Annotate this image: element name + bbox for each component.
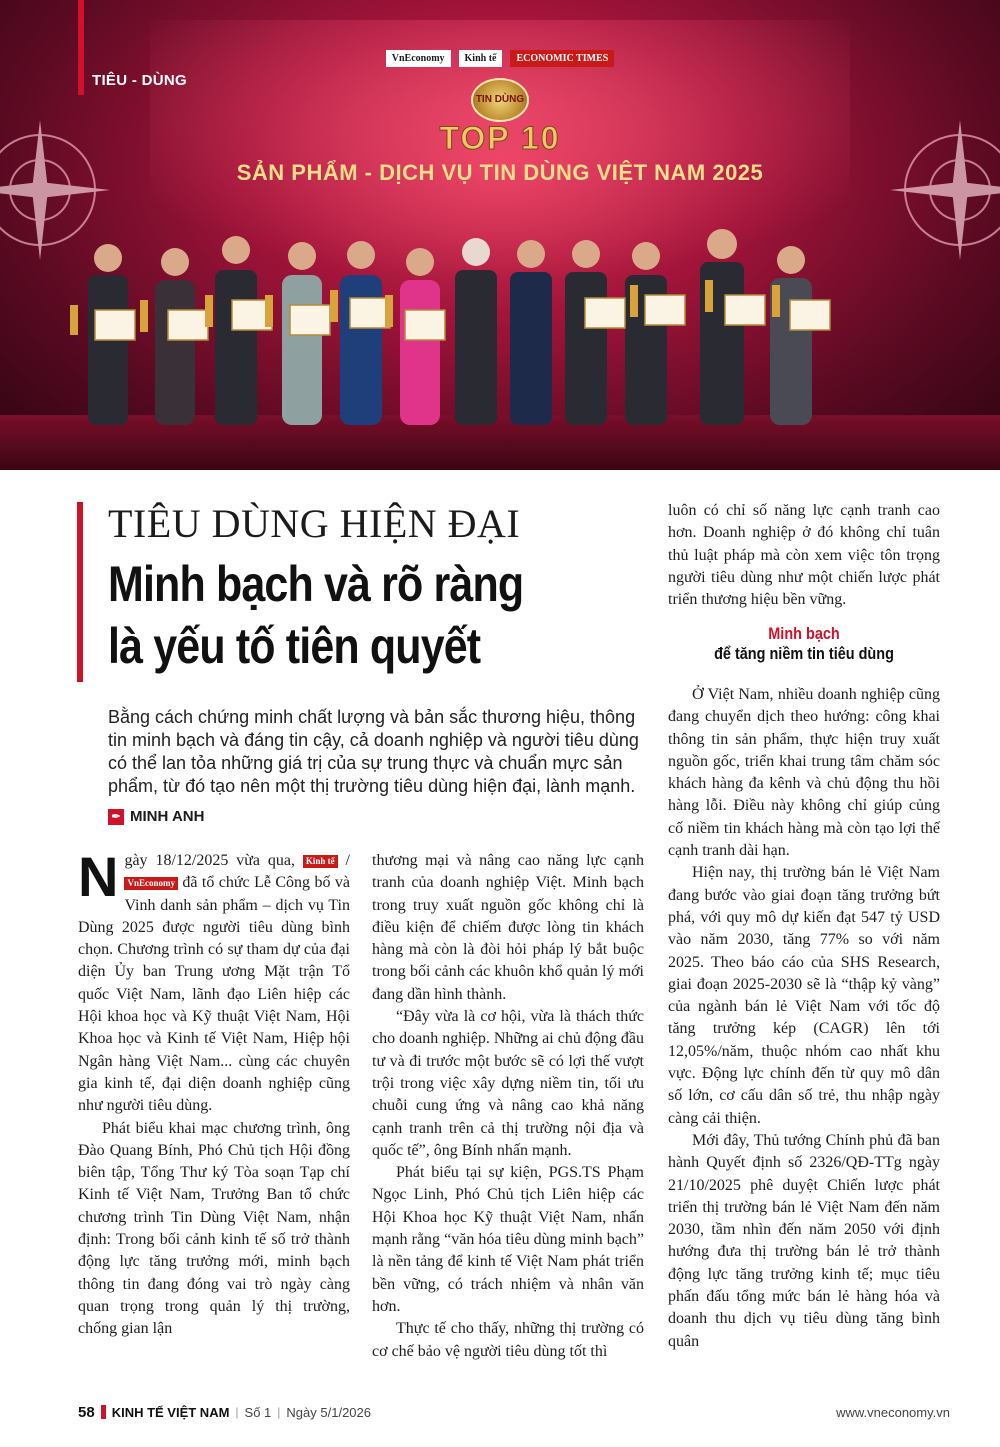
- issue-date: Ngày 5/1/2026: [286, 1404, 371, 1420]
- paragraph-1: Ngày 18/12/2025 vừa qua, Kinh tế / VnEconomy đã tổ chức Lễ Công bố và Vinh danh sản phẩm – dịch vụ Tin Dùng 2025 được người tiêu dùng bình chọn. Chương trình có sự tham dự của đại diện Ủy ban Trung ương Mặt trận Tổ quốc Việt Nam, lãnh đạo Liên hiệp các Hội khoa học và Kỹ thuật Việt Nam, Hội Khoa học và Kinh tế Việt Nam, Hiệp hội Ngân hàng Việt Nam... cùng các chuyên gia kinh tế, đại diện doanh nghiệp cũng như người tiêu dùng.: [78, 845, 350, 1115]
- byline: [108, 808, 204, 825]
- paragraph-9: Hiện nay, thị trường bán lẻ Việt Nam đang bước vào giai đoạn tăng trưởng bứt phá, với quy mô dự kiến đạt 547 tỷ USD vào năm 2030, tăng 77% so với năm 2025. Theo báo cáo của SHS Research, giai đoạn 2025-2030 sẽ là “thập kỷ vàng” của ngành bán lẻ Việt Nam với tốc độ tăng trưởng kép (CAGR) lên tới 12,05%/năm, thuộc nhóm cao nhất khu vực. Động lực chính đến từ quy mô dân số lớn, cơ cấu dân số trẻ, thu nhập ngày càng cải thiện.: [668, 864, 940, 1127]
- drop-cap: N: [78, 845, 119, 908]
- economic-times-logo: ECONOMIC TIMES: [510, 50, 614, 67]
- paragraph-2: Phát biểu khai mạc chương trình, ông Đào Quang Bính, Phó Chủ tịch Hội đồng biên tập, Tổng Thư ký Tòa soạn Tạp chí Kinh tế Việt Nam, Trưởng Ban tổ chức chương trình Tin Dùng Việt Nam, nhận định: Trong bối cảnh kinh tế số trở thành động lực tăng trưởng mới, minh bạch thông tin đang đóng vai trò ngày càng quan trọng trong quản lý thị trường, chống gian lận: [78, 1119, 350, 1338]
- website-link[interactable]: www.vneconomy.vn: [836, 1404, 950, 1420]
- paragraph-4: “Đây vừa là cơ hội, vừa là thách thức cho doanh nghiệp. Những ai chủ động đầu tư và đi trước một bước sẽ có lợi thế vượt trội trong việc xây dựng niềm tin, tối ưu chuỗi cung ứng và nâng cao khả năng cạnh tranh trên cả thị trường nội địa và quốc tế”, ông Bính nhấn mạnh.: [372, 1008, 644, 1159]
- subheading-line-1: Minh bạch: [768, 624, 840, 643]
- hero-photo: [0, 0, 1000, 470]
- paragraph-5: Phát biểu tại sự kiện, PGS.TS Phạm Ngọc Linh, Phó Chủ tịch Liên hiệp các Hội Khoa học Kỹ thuật Việt Nam, nhấn mạnh rằng “văn hóa tiêu dùng minh bạch” là nền tảng để kinh tế Việt Nam phát triển bền vững, có trách nhiệm và nhân văn hơn.: [372, 1164, 644, 1315]
- paragraph-10: Mới đây, Thủ tướng Chính phủ đã ban hành Quyết định số 2326/QĐ-TTg ngày 21/10/2025 phê duyệt Chiến lược phát triển thị trường bán lẻ Việt Nam đến năm 2030, tầm nhìn đến năm 2050 với định hướng đưa thị trường bán lẻ trở thành động lực tăng trưởng kinh tế; mục tiêu phấn đấu tổng mức bán lẻ hàng hóa và doanh thu dịch vụ tiêu dùng tăng bình quân: [668, 1131, 940, 1350]
- paragraph-3: thương mại và nâng cao năng lực cạnh tranh của doanh nghiệp Việt. Minh bạch trong truy xuất nguồn gốc không chỉ là điều kiện để chiếm được lòng tin khách hàng mà còn là đòi hỏi pháp lý bắt buộc trong bối cảnh các khuôn khổ quản lý mới đang dần hình thành.: [372, 852, 644, 1003]
- vneconomy-logo: VnEconomy: [386, 50, 451, 67]
- author-name: MINH ANH: [130, 808, 205, 825]
- kinh-te-logo: Kinh tế: [459, 50, 503, 67]
- title-line-1: Minh bạch và rõ ràng: [108, 556, 524, 612]
- article-lede: Bằng cách chứng minh chất lượng và bản sắc thương hiệu, thông tin minh bạch và đáng tin cậy, cả doanh nghiệp và người tiêu dùng có thể lan tỏa những giá trị của sự trung thực và chuẩn mực sản phẩm, từ đó tạo nên một thị trường tiêu dùng hiện đại, lành mạnh.: [108, 707, 639, 796]
- paragraph-6: Thực tế cho thấy, những thị trường có cơ chế bảo vệ người tiêu dùng tốt thì: [372, 1320, 644, 1360]
- body-column-3-top: [668, 500, 940, 611]
- subheading: [668, 624, 940, 664]
- hero-illustration: [0, 0, 1000, 470]
- article-title: [108, 553, 641, 677]
- subheading-line-2: để tăng niềm tin tiêu dùng: [714, 644, 894, 663]
- footer-separator: |: [235, 1405, 239, 1419]
- kinh-te-inline-logo: Kinh tế: [303, 855, 338, 868]
- body-column-2: [372, 850, 644, 1363]
- title-line-2: là yếu tố tiên quyết: [108, 618, 481, 674]
- section-accent-bar: [78, 0, 84, 95]
- publication-name: KINH TẾ VIỆT NAM: [111, 1404, 230, 1420]
- headline-accent-bar: [77, 502, 83, 682]
- footer-separator: |: [277, 1405, 281, 1419]
- page-number: 58: [78, 1403, 95, 1421]
- pen-icon: ✒: [108, 809, 124, 825]
- stage-top10-title: TOP 10: [439, 120, 561, 156]
- stage-event-title: SẢN PHẨM - DỊCH VỤ TIN DÙNG VIỆT NAM 2025: [236, 160, 764, 185]
- tin-dung-seal: TIN DÙNG: [471, 78, 529, 122]
- section-label: TIÊU - DÙNG: [92, 72, 187, 89]
- body-column-3-bottom: [668, 684, 940, 1353]
- footer-accent-bar: [101, 1405, 106, 1419]
- article-kicker: TIÊU DÙNG HIỆN ĐẠI: [108, 501, 521, 546]
- stage-logos: [385, 47, 615, 69]
- paragraph-8: Ở Việt Nam, nhiều doanh nghiệp cũng đang chuyển dịch theo hướng: công khai thông tin sản phẩm, thực hiện truy xuất nguồn gốc, triển khai trung tâm chăm sóc khách hàng đa kênh và chủ động thu hồi hàng lỗi. Điều này không chỉ giúp củng cố niềm tin khách hàng mà còn tạo lợi thế cạnh tranh dài hạn.: [668, 686, 940, 860]
- page-footer: [78, 1400, 950, 1424]
- paragraph-7: luôn có chỉ số năng lực cạnh tranh cao hơn. Doanh nghiệp ở đó không chỉ tuân thủ luật pháp mà còn xem việc tôn trọng người tiêu dùng như một chiến lược phát triển thương hiệu bền vững.: [668, 502, 940, 609]
- body-column-1: [78, 845, 350, 1341]
- issue-number: Số 1: [244, 1404, 272, 1420]
- vneconomy-inline-logo: VnEconomy: [124, 877, 178, 890]
